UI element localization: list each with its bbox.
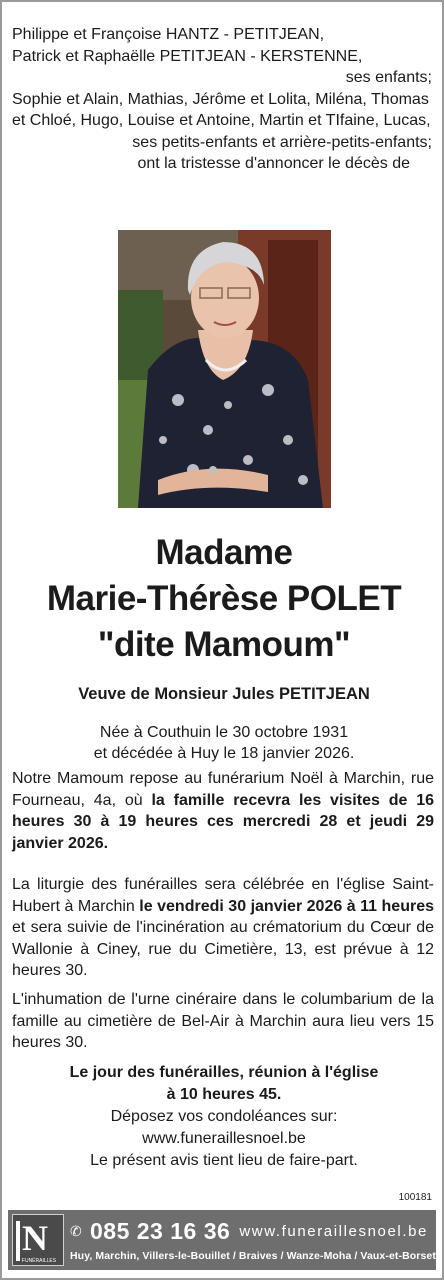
website-link[interactable]: www.funeraillesnoel.be xyxy=(239,1223,428,1240)
condolence-line: Déposez vos condoléances sur: xyxy=(110,1108,338,1125)
family-announcement xyxy=(12,24,434,175)
logo-letter: N xyxy=(22,1218,48,1258)
funeral-home-logo xyxy=(12,1214,64,1266)
meeting-time: à 10 heures 45. xyxy=(166,1086,282,1103)
birth-death-dates xyxy=(2,722,444,764)
deceased-name-block xyxy=(2,530,444,668)
inhumation-paragraph: L'inhumation de l'urne cinéraire dans le columbarium de la famille au cimetière de Bel-Air à Marchin aura lieu vers 15 heures 30. xyxy=(12,991,434,1051)
phone-number[interactable]: 085 23 16 36 xyxy=(90,1218,231,1244)
widow-of: Veuve de Monsieur Jules PETITJEAN xyxy=(78,685,370,703)
cremation-text: et sera suivie de l'incinération au crématorium du Cœur de Wallonie à Ciney, rue du Cimetière, 13, est prévue à 12 heures 30. xyxy=(12,919,434,979)
honorific: Madame xyxy=(155,533,293,572)
birth-line: Née à Couthuin le 30 octobre 1931 xyxy=(99,724,349,741)
locations-list: Huy, Marchin, Villers-le-Bouillet / Braives / Wanze-Moha / Vaux-et-Borset xyxy=(70,1250,436,1262)
visitation-paragraph xyxy=(12,768,434,854)
logo-text: FUNÉRAILLES xyxy=(21,1258,57,1264)
visitation-text: Notre Mamoum repose au funérarium Noël à Marchin, rue Fourneau, 4a, où xyxy=(12,770,434,809)
funeral-home-banner xyxy=(8,1210,436,1270)
portrait-photo xyxy=(118,230,331,508)
condolence-url[interactable]: www.funeraillesnoel.be xyxy=(142,1130,306,1147)
funeral-paragraph xyxy=(12,874,434,982)
visitation-hours: la famille recevra les visites de 16 heures 30 à 19 heures ces mercredi 28 et jeudi 29 janvier 2026. xyxy=(12,791,434,852)
grandchildren-label: ses petits-enfants et arrière-petits-enfants; xyxy=(132,133,432,151)
family-line: Patrick et Raphaëlle PETITJEAN - KERSTENNE, xyxy=(12,47,363,65)
funeral-text: La liturgie des funérailles sera célébrée en l'église Saint-Hubert à Marchin xyxy=(12,876,434,915)
closing-block xyxy=(2,1062,444,1172)
children-label: ses enfants; xyxy=(345,69,432,86)
nickname: "dite Mamoum" xyxy=(97,625,351,664)
announcement-line: ont la tristesse d'annoncer le décès de xyxy=(137,155,410,172)
phone-icon: ✆ xyxy=(70,1223,82,1239)
deceased-name: Marie-Thérèse POLET xyxy=(46,579,402,618)
family-line: Philippe et Françoise HANTZ - PETITJEAN, xyxy=(12,26,325,43)
reference-number: 100181 xyxy=(398,1192,432,1203)
death-line: et décédée à Huy le 18 janvier 2026. xyxy=(93,745,355,762)
funeral-date: le vendredi 30 janvier 2026 à 11 heures xyxy=(139,897,434,915)
notice-line: Le présent avis tient lieu de faire-part. xyxy=(90,1152,358,1169)
grandchildren-list: Sophie et Alain, Mathias, Jérôme et Lolita, Miléna, Thomas et Chloé, Hugo, Louise et Antoine, Martin et TIfaine, Lucas, xyxy=(12,90,431,129)
meeting-line: Le jour des funérailles, réunion à l'église xyxy=(69,1064,379,1081)
